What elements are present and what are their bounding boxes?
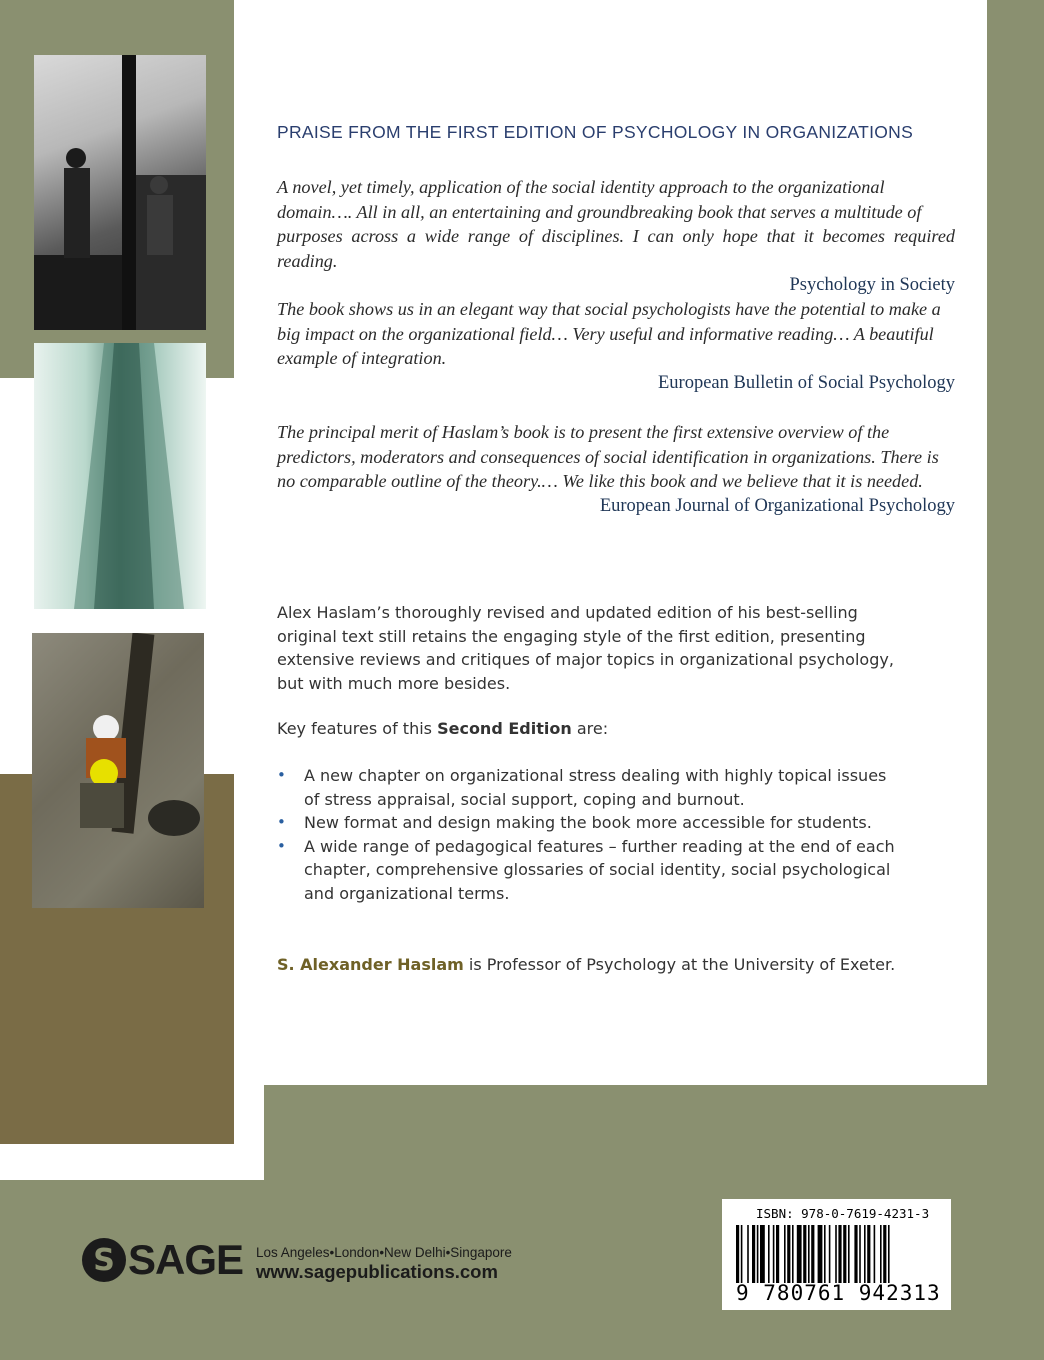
- barcode-bar: [859, 1225, 861, 1283]
- features-list: [277, 764, 955, 905]
- description-line: extensive reviews and critiques of major topics in organizational psychology,: [277, 650, 894, 669]
- feature-item: [277, 811, 955, 835]
- feature-line: chapter, comprehensive glossaries of social identity, social psychological: [304, 860, 891, 879]
- author-bio: [277, 953, 955, 977]
- barcode-bar: [818, 1225, 823, 1283]
- author-bio-text: is Professor of Psychology at the University of Exeter.: [463, 955, 896, 974]
- barcode-bar: [874, 1225, 876, 1283]
- barcode-bar: [883, 1225, 886, 1283]
- quote-line: purposes across a wide range of disciplines. I can only hope that it becomes required reading.: [277, 226, 955, 271]
- barcode-bar: [838, 1225, 841, 1283]
- feature-line: A new chapter on organizational stress dealing with highly topical issues: [304, 766, 887, 785]
- office-photo: [34, 55, 206, 330]
- second-edition-label: Second Edition: [437, 719, 572, 738]
- description-line: original text still retains the engaging style of the first edition, presenting: [277, 626, 866, 646]
- barcode-bar: [867, 1225, 870, 1283]
- barcode-bar: [747, 1225, 749, 1283]
- quote-line: no comparable outline of the theory.… We like this book and we believe that it is needed.: [277, 471, 923, 491]
- feature-line: and organizational terms.: [304, 883, 510, 903]
- barcode-bar: [888, 1225, 890, 1283]
- isbn-label: ISBN: 978-0-7619-4231-3: [756, 1206, 930, 1221]
- barcode-bar: [760, 1225, 765, 1283]
- sage-logo: [82, 1237, 243, 1283]
- bullet-icon: •: [277, 836, 286, 855]
- content-panel: [234, 0, 987, 1085]
- barcode-bar: [792, 1225, 794, 1283]
- feature-line: of stress appraisal, social support, coping and burnout.: [304, 789, 745, 809]
- barcode-bar: [784, 1225, 786, 1283]
- barcode-bar: [741, 1225, 743, 1283]
- building-photo: [34, 343, 206, 609]
- key-features-suffix: are:: [571, 719, 609, 738]
- barcode-bar: [776, 1225, 779, 1283]
- author-name: S. Alexander Haslam: [277, 955, 464, 974]
- key-features-intro: [277, 717, 955, 741]
- quote-line: The book shows us in an elegant way that social psychologists have the potential to make a: [277, 299, 941, 319]
- quote-text: [277, 297, 955, 371]
- quote-line: example of integration.: [277, 348, 447, 368]
- barcode-bar: [787, 1225, 790, 1283]
- barcode-bar: [835, 1225, 837, 1283]
- quote-line: The principal merit of Haslam’s book is to present the first extensive overview of the: [277, 422, 890, 442]
- feature-line: New format and design making the book more accessible for students.: [304, 813, 872, 832]
- feature-item: [277, 764, 955, 811]
- quote-line: domain…. All in all, an entertaining and groundbreaking book that serves a multitude of: [277, 201, 922, 222]
- bullet-icon: •: [277, 766, 286, 784]
- barcode-bar: [803, 1225, 806, 1283]
- feature-item: [277, 835, 955, 906]
- background-white-strip: [0, 1144, 264, 1180]
- sage-s-icon: S: [82, 1238, 126, 1282]
- barcode-bar: [752, 1225, 755, 1283]
- barcode-bar: [829, 1225, 831, 1283]
- sage-logo-text: SAGE: [128, 1236, 244, 1283]
- praise-heading: PRAISE FROM THE FIRST EDITION OF PSYCHOLOGY IN ORGANIZATIONS: [277, 122, 914, 142]
- barcode-bar: [773, 1225, 775, 1283]
- barcode-bar: [808, 1225, 810, 1283]
- publisher-locations: Los Angeles•London•New Delhi•Singapore: [256, 1245, 512, 1260]
- barcode-bar: [811, 1225, 814, 1283]
- barcode-bar: [843, 1225, 846, 1283]
- barcode-bar: [797, 1225, 802, 1283]
- description-line: but with much more besides.: [277, 673, 511, 693]
- barcode-digits: 9 780761 942313: [736, 1281, 941, 1305]
- quote-line: predictors, moderators and consequences of social identification in organizations. There is: [277, 446, 939, 467]
- quote-source: Psychology in Society: [789, 275, 955, 295]
- quote-text: [277, 175, 955, 273]
- publisher-website: www.sagepublications.com: [256, 1261, 498, 1282]
- key-features-prefix: Key features of this: [277, 719, 438, 738]
- quote-source: European Bulletin of Social Psychology: [658, 372, 955, 393]
- description-line: Alex Haslam’s thoroughly revised and updated edition of his best-selling: [277, 603, 858, 622]
- barcode-bar: [757, 1225, 759, 1283]
- barcode-bar: [864, 1225, 866, 1283]
- barcode-bar: [880, 1225, 882, 1283]
- barcode-bar: [768, 1225, 770, 1283]
- review-quote: [277, 175, 955, 297]
- review-quote: [277, 420, 955, 518]
- book-description: [277, 601, 955, 695]
- barcode-bar: [854, 1225, 857, 1283]
- barcode-bar: [848, 1225, 850, 1283]
- quote-source: European Journal of Organizational Psychology: [599, 495, 955, 516]
- quote-line: big impact on the organizational field… Very useful and informative reading… A beautiful: [277, 323, 934, 344]
- quote-line: A novel, yet timely, application of the social identity approach to the organizational: [277, 177, 885, 197]
- barcode-bar: [824, 1225, 826, 1283]
- barcode-bar: [736, 1225, 739, 1283]
- bullet-icon: •: [277, 813, 286, 831]
- feature-line: A wide range of pedagogical features – further reading at the end of each: [304, 836, 895, 856]
- workers-photo: [32, 633, 204, 908]
- review-quote: [277, 297, 955, 395]
- barcode-icon: [736, 1225, 936, 1283]
- quote-text: [277, 420, 955, 494]
